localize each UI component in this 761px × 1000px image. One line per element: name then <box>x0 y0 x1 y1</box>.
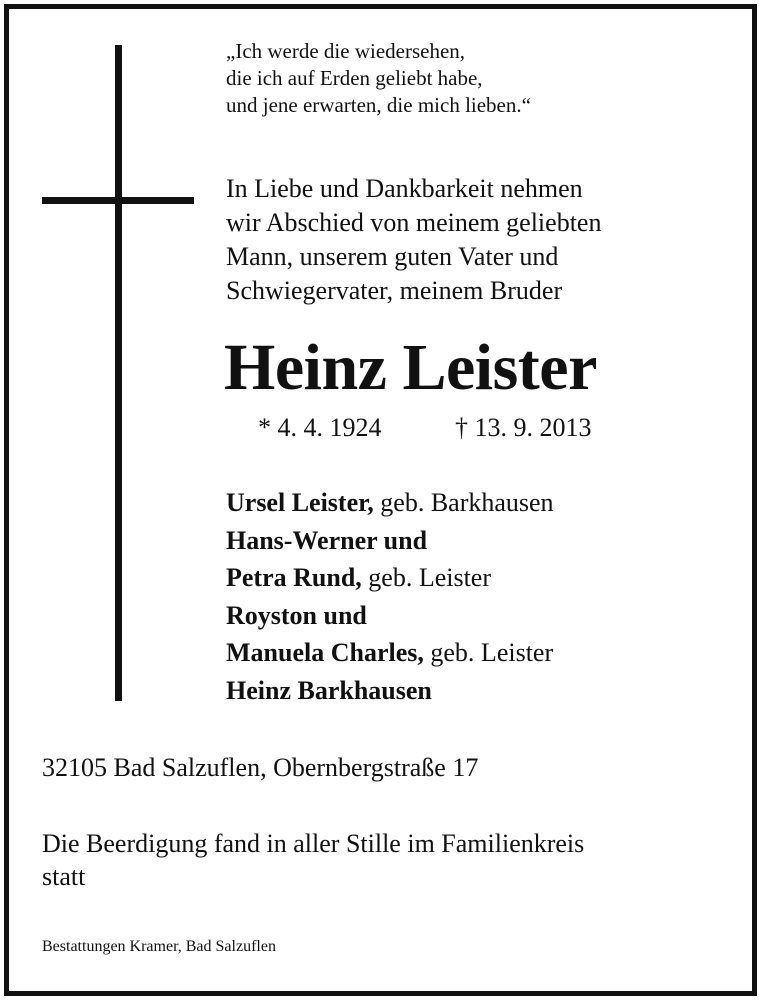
family-member-name: Royston und <box>226 600 367 630</box>
burial-note <box>42 827 722 893</box>
family-member-name: Manuela Charles, <box>226 638 424 667</box>
family-member <box>226 484 554 522</box>
family-member-suffix: geb. Barkhausen <box>380 488 554 517</box>
family-member-name: Heinz Barkhausen <box>226 675 432 705</box>
undertaker: Bestattungen Kramer, Bad Salzuflen <box>42 938 276 955</box>
quote <box>226 38 531 119</box>
quote-line: und jene erwarten, die mich lieben.“ <box>226 93 531 117</box>
family-list <box>226 484 554 709</box>
intro-line: In Liebe und Dankbarkeit nehmen <box>226 174 583 203</box>
intro-line: wir Abschied von meinem geliebten <box>226 208 602 237</box>
burial-line: statt <box>42 862 86 891</box>
death-date: † 13. 9. 2013 <box>455 413 592 442</box>
family-member-suffix: geb. Leister <box>368 563 492 592</box>
family-member-suffix: geb. Leister <box>430 638 554 667</box>
burial-line: Die Beerdigung fand in aller Stille im Familienkreis <box>42 829 585 858</box>
cross-vertical-bar <box>115 45 122 701</box>
quote-line: die ich auf Erden geliebt habe, <box>226 66 483 90</box>
intro-line: Schwiegervater, meinem Bruder <box>226 276 563 305</box>
family-member <box>226 522 554 560</box>
family-member <box>226 597 554 635</box>
family-member-name: Ursel Leister, <box>226 488 374 517</box>
quote-line: „Ich werde die wiedersehen, <box>226 39 466 63</box>
birth-date: * 4. 4. 1924 <box>258 413 382 442</box>
family-member <box>226 672 554 710</box>
address: 32105 Bad Salzuflen, Obernbergstraße 17 <box>42 753 479 782</box>
deceased-name: Heinz Leister <box>224 331 597 404</box>
family-member <box>226 559 554 597</box>
family-member-name: Hans-Werner und <box>226 525 428 555</box>
family-member <box>226 634 554 672</box>
cross-horizontal-bar <box>42 197 194 204</box>
intro-line: Mann, unserem guten Vater und <box>226 242 559 271</box>
family-member-name: Petra Rund, <box>226 563 362 592</box>
intro-text <box>226 172 601 308</box>
